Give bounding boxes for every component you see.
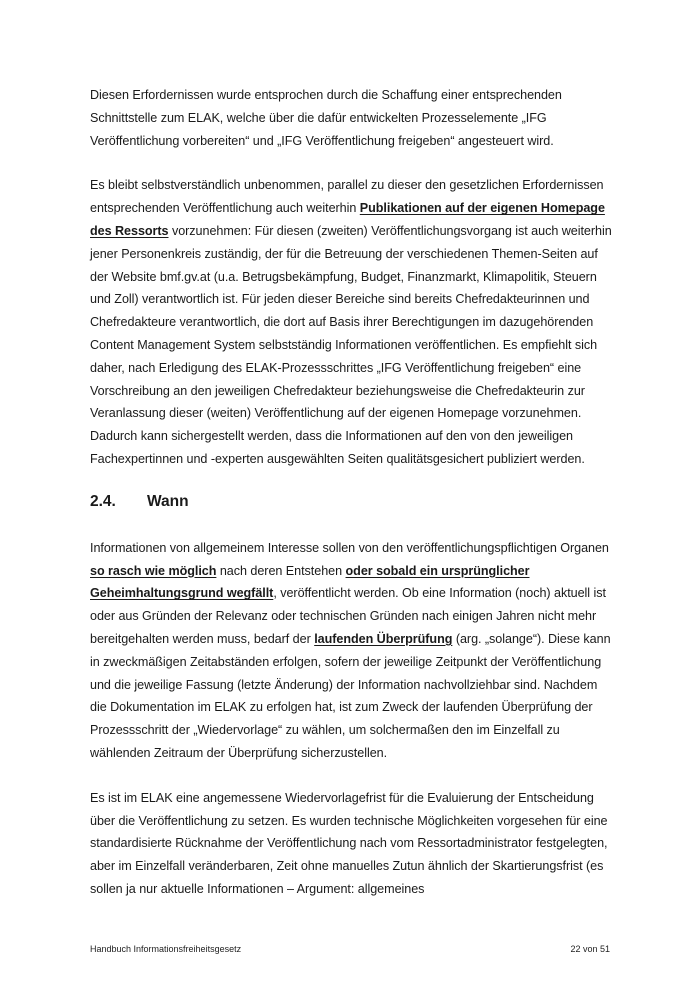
section-title: Wann bbox=[147, 492, 189, 510]
paragraph-text: Informationen von allgemeinem Interesse sollen von den veröffentlichungspflichtigen Organen bbox=[90, 540, 609, 555]
paragraph-text: Diesen Erfordernissen wurde entsprochen durch die Schaffung einer entsprechenden Schnittstelle zum ELAK, welche über die dafür entwickelten Prozesselemente „IFG Veröffentlichung vorbereiten“ und „IFG Veröffentlichung freigeben“ angesteuert wird. bbox=[90, 88, 562, 148]
paragraph bbox=[90, 537, 615, 765]
footer-title: Handbuch Informationsfreiheitsgesetz bbox=[90, 944, 242, 954]
paragraph-text: Es ist im ELAK eine angemessene Wiedervorlagefrist für die Evaluierung der Entscheidung über die Veröffentlichung zu setzen. Es wurden technische Möglichkeiten vorgesehen für eine standardisierte Rücknahme der Veröffentlichung nach vom Ressortadministrator festgelegten, aber im Einzelfall veränderbaren, Zeit ohne manuelles Zutun ähnlich der Skartierungsfrist (es sollen ja nur aktuelle Informationen – Argument: allgemeines bbox=[90, 790, 608, 896]
paragraph bbox=[90, 84, 615, 152]
paragraph-text: nach deren Entstehen bbox=[216, 563, 346, 578]
paragraph bbox=[90, 174, 615, 470]
footer-page-number: 22 von 51 bbox=[570, 944, 610, 954]
section-number: 2.4. bbox=[90, 492, 116, 510]
emphasis-text: laufenden Überprüfung bbox=[314, 631, 453, 646]
page-footer bbox=[90, 944, 610, 954]
emphasis-text: Publikationen auf der eigenen Homepage des Ressorts bbox=[90, 201, 605, 238]
paragraph-text: Es bleibt selbstverständlich unbenommen, parallel zu dieser den gesetzlichen Erfordernissen entsprechenden Veröffentlichung auch weiterhin bbox=[90, 178, 604, 216]
paragraph-text: vorzunehmen: Für diesen (zweiten) Veröffentlichungsvorgang ist auch weiterhin jener Personenkreis zuständig, der für die Betreuung der verschiedenen Themen-Seiten auf der Website bmf.gv.at (u.a. Betrugsbekämpfung, Budget, Finanzmarkt, Klimapolitik, Steuern und Zoll) verantwortlich ist. Für jeden dieser Bereiche sind bereits Chefredakteurinnen und Chefredakteure verantwortlich, die dort auf Basis ihrer Berechtigungen im dazugehörenden Content Management System selbstständig Informationen veröffentlichen. Es empfiehlt sich daher, nach Erledigung des ELAK-Prozessschrittes „IFG Veröffentlichung freigeben“ eine Vorschreibung an den jeweiligen Chefredakteur beziehungsweise die Chefredakteurin zur Veranlassung dieser (weiten) Veröffentlichung auf der eigenen Homepage vorzunehmen. Dadurch kann sichergestellt werden, dass die Informationen auf den von den jeweiligen Fachexpertinnen und -experten ausgewählten Seiten qualitätsgesichert publiziert werden. bbox=[90, 223, 612, 466]
paragraph-text: (arg. „solange“). Diese kann in zweckmäßigen Zeitabständen erfolgen, sofern der jeweilige Zeitpunkt der Veröffentlichung und die jeweilige Fassung (letzte Änderung) der Information nachvollziehbar sind. Nachdem die Dokumentation im ELAK zu erfolgen hat, ist zum Zweck der laufenden Überprüfung der Prozessschritt der „Wiedervorlage“ zu wählen, um solchermaßen den im Einzelfall zu wählenden Zeitraum der Überprüfung sicherzustellen. bbox=[90, 631, 611, 760]
bottom-paragraphs bbox=[90, 537, 615, 901]
paragraph bbox=[90, 787, 615, 901]
paragraph-text: , veröffentlicht werden. Ob eine Information (noch) aktuell ist oder aus Gründen der Relevanz oder technischen Gründen nach einigen Jahren nicht mehr bereitgehalten werden muss, bedarf der bbox=[90, 586, 606, 646]
emphasis-text: so rasch wie möglich bbox=[90, 563, 217, 578]
top-paragraphs bbox=[90, 84, 615, 471]
emphasis-text: oder sobald ein ursprünglicher Geheimhaltungsgrund wegfällt bbox=[90, 563, 530, 601]
section-heading bbox=[90, 493, 615, 511]
document-page bbox=[90, 84, 615, 923]
